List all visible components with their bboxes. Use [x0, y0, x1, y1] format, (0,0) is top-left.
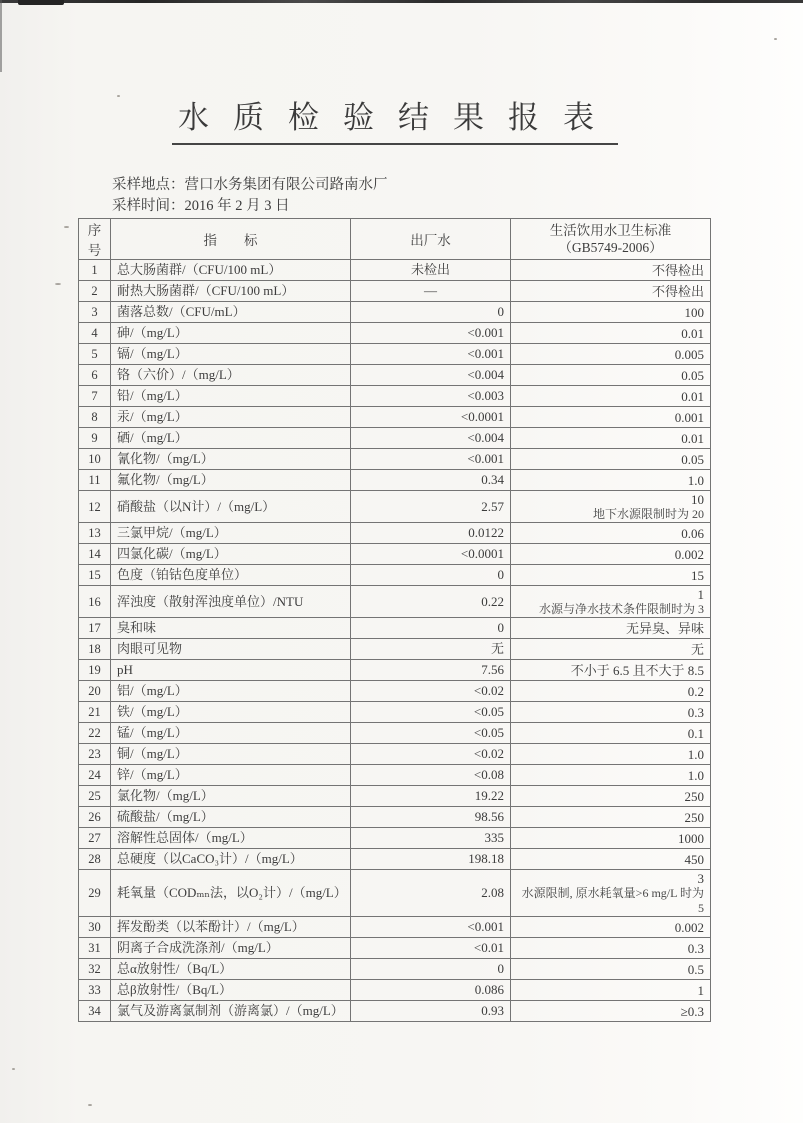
row-indicator: 锰/（mg/L）: [111, 723, 351, 744]
row-standard-limit: [511, 302, 711, 323]
row-number: 32: [79, 959, 111, 980]
row-indicator: 挥发酚类（以苯酚计）/（mg/L）: [111, 917, 351, 938]
row-indicator: 四氯化碳/（mg/L）: [111, 544, 351, 565]
row-number: 16: [79, 586, 111, 618]
standard-limit-value: 0.06: [681, 526, 704, 541]
standard-limit-value: 0.002: [674, 920, 704, 935]
table-row: [79, 917, 711, 938]
standard-limit-value: 15: [691, 568, 704, 583]
row-result-value: <0.001: [351, 449, 511, 470]
row-standard-limit: [511, 565, 711, 586]
row-standard-limit: [511, 870, 711, 917]
row-indicator: 氰化物/（mg/L）: [111, 449, 351, 470]
scan-speck: [64, 226, 69, 228]
water-quality-results-table: [78, 218, 711, 1022]
row-result-value: <0.01: [351, 938, 511, 959]
table-row: [79, 618, 711, 639]
row-indicator: 菌落总数/（CFU/mL）: [111, 302, 351, 323]
row-standard-limit: [511, 786, 711, 807]
standard-limit-value: 1: [697, 587, 704, 602]
row-result-value: 0: [351, 618, 511, 639]
row-standard-limit: [511, 1001, 711, 1022]
row-number: 27: [79, 828, 111, 849]
row-standard-limit: [511, 470, 711, 491]
row-standard-limit: [511, 639, 711, 660]
header-standard: [511, 219, 711, 260]
row-result-value: 0: [351, 302, 511, 323]
row-number: 25: [79, 786, 111, 807]
row-number: 33: [79, 980, 111, 1001]
table-row: [79, 938, 711, 959]
row-standard-limit: [511, 723, 711, 744]
row-indicator: 耗氧量（CODₘₙ法，以O₂计）/（mg/L）: [111, 870, 351, 917]
row-number: 5: [79, 344, 111, 365]
page-title: [0, 92, 790, 145]
row-result-value: —: [351, 281, 511, 302]
table-row: [79, 723, 711, 744]
row-result-value: 335: [351, 828, 511, 849]
table-row: [79, 870, 711, 917]
row-standard-limit: [511, 386, 711, 407]
row-standard-limit: [511, 491, 711, 523]
row-result-value: <0.0001: [351, 544, 511, 565]
table-row: [79, 807, 711, 828]
row-indicator: 铬（六价）/（mg/L）: [111, 365, 351, 386]
row-indicator: 铝/（mg/L）: [111, 681, 351, 702]
row-result-value: 0.34: [351, 470, 511, 491]
row-result-value: <0.001: [351, 917, 511, 938]
row-result-value: 0: [351, 565, 511, 586]
row-result-value: 198.18: [351, 849, 511, 870]
sampling-time-value: 2016 年 2 月 3 日: [184, 198, 290, 214]
row-number: 19: [79, 660, 111, 681]
standard-limit-value: 0.5: [687, 962, 704, 977]
standard-limit-value: 10: [691, 492, 704, 507]
scan-edge-artifact: [0, 0, 803, 3]
row-standard-limit: [511, 702, 711, 723]
standard-limit-value: 100: [684, 305, 704, 320]
row-standard-limit: [511, 849, 711, 870]
scan-edge-artifact: [18, 0, 64, 5]
table-row: [79, 302, 711, 323]
table-row: [79, 828, 711, 849]
standard-limit-value: 0.2: [687, 684, 704, 699]
table-row: [79, 323, 711, 344]
row-number: 29: [79, 870, 111, 917]
row-standard-limit: [511, 618, 711, 639]
row-indicator: 硫酸盐/（mg/L）: [111, 807, 351, 828]
table-row: [79, 744, 711, 765]
header-standard-line2: （GB5749-2006）: [558, 240, 663, 255]
table-row: [79, 586, 711, 618]
scan-speck: [774, 38, 777, 40]
row-result-value: <0.05: [351, 702, 511, 723]
scan-speck: [88, 1104, 92, 1106]
row-indicator: 色度（铂钴色度单位）: [111, 565, 351, 586]
standard-limit-value: 450: [684, 852, 704, 867]
row-standard-limit: [511, 281, 711, 302]
row-number: 20: [79, 681, 111, 702]
row-standard-limit: [511, 586, 711, 618]
row-indicator: 镉/（mg/L）: [111, 344, 351, 365]
row-number: 2: [79, 281, 111, 302]
row-standard-limit: [511, 807, 711, 828]
scan-edge-artifact: [0, 0, 2, 72]
row-result-value: 98.56: [351, 807, 511, 828]
row-indicator: 总硬度（以CaCO₃计）/（mg/L）: [111, 849, 351, 870]
header-no: 序号: [79, 219, 111, 260]
row-result-value: <0.004: [351, 365, 511, 386]
table-row: [79, 849, 711, 870]
standard-limit-value: 无异臭、异味: [625, 621, 704, 636]
row-result-value: 0.93: [351, 1001, 511, 1022]
standard-limit-value: 0.3: [687, 941, 704, 956]
standard-limit-value: 250: [684, 789, 704, 804]
row-number: 4: [79, 323, 111, 344]
row-indicator: 铁/（mg/L）: [111, 702, 351, 723]
row-result-value: 0.0122: [351, 523, 511, 544]
results-table-body: [79, 260, 711, 1022]
row-number: 22: [79, 723, 111, 744]
table-row: [79, 660, 711, 681]
row-indicator: 总β放射性/（Bq/L）: [111, 980, 351, 1001]
row-standard-limit: [511, 323, 711, 344]
table-row: [79, 980, 711, 1001]
row-standard-limit: [511, 544, 711, 565]
row-result-value: 0.086: [351, 980, 511, 1001]
row-result-value: 未检出: [351, 260, 511, 281]
row-number: 13: [79, 523, 111, 544]
standard-limit-value: 0.005: [674, 347, 704, 362]
row-standard-limit: [511, 260, 711, 281]
row-number: 8: [79, 407, 111, 428]
row-indicator: 锌/（mg/L）: [111, 765, 351, 786]
row-indicator: 总大肠菌群/（CFU/100 mL）: [111, 260, 351, 281]
row-number: 6: [79, 365, 111, 386]
table-row: [79, 1001, 711, 1022]
table-row: [79, 544, 711, 565]
standard-limit-value: 不得检出: [651, 284, 704, 299]
standard-limit-value: 0.001: [674, 410, 704, 425]
row-number: 30: [79, 917, 111, 938]
standard-limit-value: 0.05: [681, 452, 704, 467]
row-indicator: 溶解性总固体/（mg/L）: [111, 828, 351, 849]
table-row: [79, 786, 711, 807]
row-standard-limit: [511, 523, 711, 544]
row-number: 34: [79, 1001, 111, 1022]
row-number: 7: [79, 386, 111, 407]
row-indicator: 汞/（mg/L）: [111, 407, 351, 428]
row-standard-limit: [511, 917, 711, 938]
row-number: 10: [79, 449, 111, 470]
table-row: [79, 959, 711, 980]
row-number: 12: [79, 491, 111, 523]
row-indicator: 氯化物/（mg/L）: [111, 786, 351, 807]
table-row: [79, 765, 711, 786]
row-result-value: 2.57: [351, 491, 511, 523]
row-result-value: 7.56: [351, 660, 511, 681]
standard-limit-value: 0.01: [681, 389, 704, 404]
row-result-value: <0.08: [351, 765, 511, 786]
row-indicator: 砷/（mg/L）: [111, 323, 351, 344]
header-standard-line1: 生活饮用水卫生标准: [549, 223, 672, 238]
row-result-value: 0: [351, 959, 511, 980]
table-row: [79, 407, 711, 428]
row-number: 26: [79, 807, 111, 828]
row-number: 3: [79, 302, 111, 323]
scan-speck: [12, 1068, 15, 1070]
row-standard-limit: [511, 660, 711, 681]
row-standard-limit: [511, 980, 711, 1001]
row-number: 28: [79, 849, 111, 870]
standard-limit-value: 无: [690, 642, 704, 657]
row-result-value: <0.02: [351, 744, 511, 765]
standard-limit-value: 3: [697, 871, 704, 886]
table-header-row: [79, 219, 711, 260]
row-number: 15: [79, 565, 111, 586]
table-row: [79, 702, 711, 723]
sampling-location-label: 采样地点：: [112, 177, 185, 193]
table-row: [79, 281, 711, 302]
standard-limit-value: 0.01: [681, 431, 704, 446]
row-indicator: 浑浊度（散射浑浊度单位）/NTU: [111, 586, 351, 618]
sampling-time-line: [112, 196, 388, 217]
row-indicator: 三氯甲烷/（mg/L）: [111, 523, 351, 544]
standard-limit-value: 0.002: [674, 547, 704, 562]
row-standard-limit: [511, 407, 711, 428]
page-title-text: 水质检验结果报表: [172, 92, 618, 145]
row-standard-limit: [511, 744, 711, 765]
table-row: [79, 523, 711, 544]
row-indicator: 氯气及游离氯制剂（游离氯）/（mg/L）: [111, 1001, 351, 1022]
row-number: 31: [79, 938, 111, 959]
row-result-value: <0.003: [351, 386, 511, 407]
scan-speck: [55, 283, 61, 285]
row-indicator: 肉眼可见物: [111, 639, 351, 660]
standard-limit-value: 1.0: [687, 473, 704, 488]
row-result-value: <0.004: [351, 428, 511, 449]
row-number: 17: [79, 618, 111, 639]
standard-limit-note: 地下水源限制时为 20: [592, 507, 704, 521]
table-row: [79, 365, 711, 386]
row-indicator: 氟化物/（mg/L）: [111, 470, 351, 491]
row-number: 21: [79, 702, 111, 723]
row-result-value: 0.22: [351, 586, 511, 618]
standard-limit-value: 250: [684, 810, 704, 825]
row-standard-limit: [511, 449, 711, 470]
row-result-value: 2.08: [351, 870, 511, 917]
table-row: [79, 344, 711, 365]
row-result-value: <0.001: [351, 344, 511, 365]
standard-limit-value: 0.01: [681, 326, 704, 341]
row-indicator: 阴离子合成洗涤剂/（mg/L）: [111, 938, 351, 959]
standard-limit-value: 0.1: [687, 726, 704, 741]
sampling-location-line: [112, 175, 388, 196]
sampling-time-label: 采样时间：: [112, 198, 185, 214]
row-indicator: 臭和味: [111, 618, 351, 639]
standard-limit-note: 水源与净水技术条件限制时为 3: [538, 602, 704, 616]
row-standard-limit: [511, 938, 711, 959]
row-number: 1: [79, 260, 111, 281]
row-standard-limit: [511, 765, 711, 786]
table-row: [79, 428, 711, 449]
row-standard-limit: [511, 365, 711, 386]
row-number: 11: [79, 470, 111, 491]
standard-limit-value: 1: [697, 983, 704, 998]
row-number: 18: [79, 639, 111, 660]
standard-limit-value: ≥0.3: [680, 1004, 704, 1019]
row-result-value: <0.02: [351, 681, 511, 702]
row-result-value: <0.0001: [351, 407, 511, 428]
row-standard-limit: [511, 959, 711, 980]
row-standard-limit: [511, 344, 711, 365]
row-indicator: 硒/（mg/L）: [111, 428, 351, 449]
sampling-location-value: 营口水务集团有限公司路南水厂: [184, 177, 388, 193]
row-standard-limit: [511, 681, 711, 702]
standard-limit-value: 1000: [678, 831, 704, 846]
standard-limit-value: 不小于 6.5 且不大于 8.5: [570, 663, 704, 678]
table-row: [79, 260, 711, 281]
table-row: [79, 449, 711, 470]
row-indicator: pH: [111, 660, 351, 681]
header-result: 出厂水: [351, 219, 511, 260]
sampling-meta: [112, 175, 388, 217]
header-indicator: 指 标: [111, 219, 351, 260]
row-indicator: 耐热大肠菌群/（CFU/100 mL）: [111, 281, 351, 302]
table-row: [79, 681, 711, 702]
row-indicator: 总α放射性/（Bq/L）: [111, 959, 351, 980]
table-row: [79, 565, 711, 586]
table-row: [79, 639, 711, 660]
standard-limit-value: 1.0: [687, 768, 704, 783]
standard-limit-value: 不得检出: [651, 263, 704, 278]
row-result-value: <0.05: [351, 723, 511, 744]
row-number: 14: [79, 544, 111, 565]
table-row: [79, 491, 711, 523]
table-row: [79, 386, 711, 407]
table-row: [79, 470, 711, 491]
standard-limit-value: 0.3: [687, 705, 704, 720]
row-indicator: 硝酸盐（以N计）/（mg/L）: [111, 491, 351, 523]
row-standard-limit: [511, 428, 711, 449]
row-result-value: 无: [351, 639, 511, 660]
row-result-value: <0.001: [351, 323, 511, 344]
row-number: 24: [79, 765, 111, 786]
row-number: 9: [79, 428, 111, 449]
row-indicator: 铜/（mg/L）: [111, 744, 351, 765]
row-standard-limit: [511, 828, 711, 849]
standard-limit-value: 1.0: [687, 747, 704, 762]
standard-limit-value: 0.05: [681, 368, 704, 383]
row-indicator: 铅/（mg/L）: [111, 386, 351, 407]
row-number: 23: [79, 744, 111, 765]
standard-limit-note: 水源限制, 原水耗氧量>6 mg/L 时为 5: [521, 886, 704, 915]
row-result-value: 19.22: [351, 786, 511, 807]
